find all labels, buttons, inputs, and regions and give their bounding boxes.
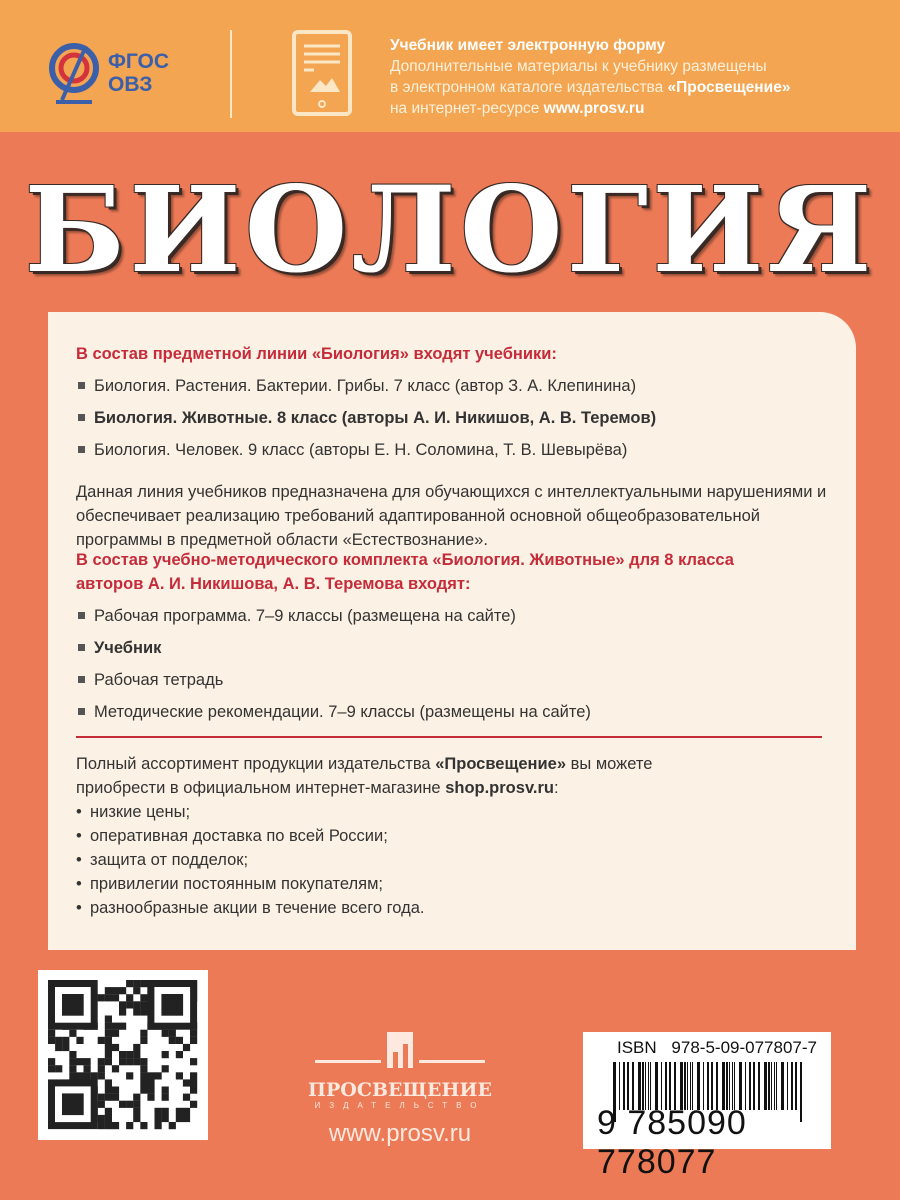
red-divider <box>76 736 822 738</box>
tablet-icon <box>292 30 352 116</box>
info-panel <box>48 312 856 950</box>
publisher-emblem-icon <box>305 1030 495 1070</box>
qr-code-icon <box>48 980 198 1130</box>
publisher-url[interactable]: www.prosv.ru <box>328 1120 472 1147</box>
shop-section: Полный ассортимент продукции издательства «Просвещение» вы можете приобрести в официальном интернет-магазине shop.prosv.ru: • низкие цены; • оперативная доставка по всей России; • защита от подделок; • привилегии постоянным покупателям; • разнообразные акции в течение всего года. <box>76 752 828 920</box>
prosv-link[interactable]: www.prosv.ru <box>543 100 645 117</box>
divider <box>230 30 232 118</box>
isbn-barcode: ISBN 978-5-09-077807-7 9 785090 778077 <box>583 1032 831 1149</box>
kit-section: В состав учебно-методического комплекта «Биология. Животные» для 8 класса авторов А. И. Никишова, А. В. Теремова входят: Рабочая программа. 7–9 классы (размещена на сайте) Учебник Рабочая тетрадь Методические рекомендации. 7–9 классы (размещены на сайте) <box>76 548 828 732</box>
fgos-logo: ФГОС ОВЗ <box>48 38 198 108</box>
qr-code[interactable] <box>38 970 208 1140</box>
book-title: БИОЛОГИЯ <box>24 160 876 299</box>
publisher-logo: ПРОСВЕЩЕНИЕ ИЗДАТЕЛЬСТВО www.prosv.ru <box>305 1030 495 1148</box>
electronic-form-info: Учебник имеет электронную форму Дополнительные материалы к учебнику размещены в электронном каталоге издательства «Просвещение» на интернет-ресурсе www.prosv.ru <box>390 37 791 117</box>
textbook-line: В состав предметной линии «Биология» входят учебники: Биология. Растения. Бактерии. Грибы. 7 класс (автор З. А. Клепинина) Биология. Животные. 8 класс (авторы А. И. Никишов, А. В. Теремов) Биология. Человек. 9 класс (авторы Е. Н. Соломина, Т. В. Шевырёва) Данная линия учебников предназначена для обучающихся с интеллектуальными нарушениями и обеспечивает реализацию требований адаптированной основной общеобразовательной программы в предметной области «Естествознание». <box>76 345 827 549</box>
fgos-emblem-icon <box>48 38 104 108</box>
shop-link[interactable]: shop.prosv.ru <box>445 779 554 797</box>
